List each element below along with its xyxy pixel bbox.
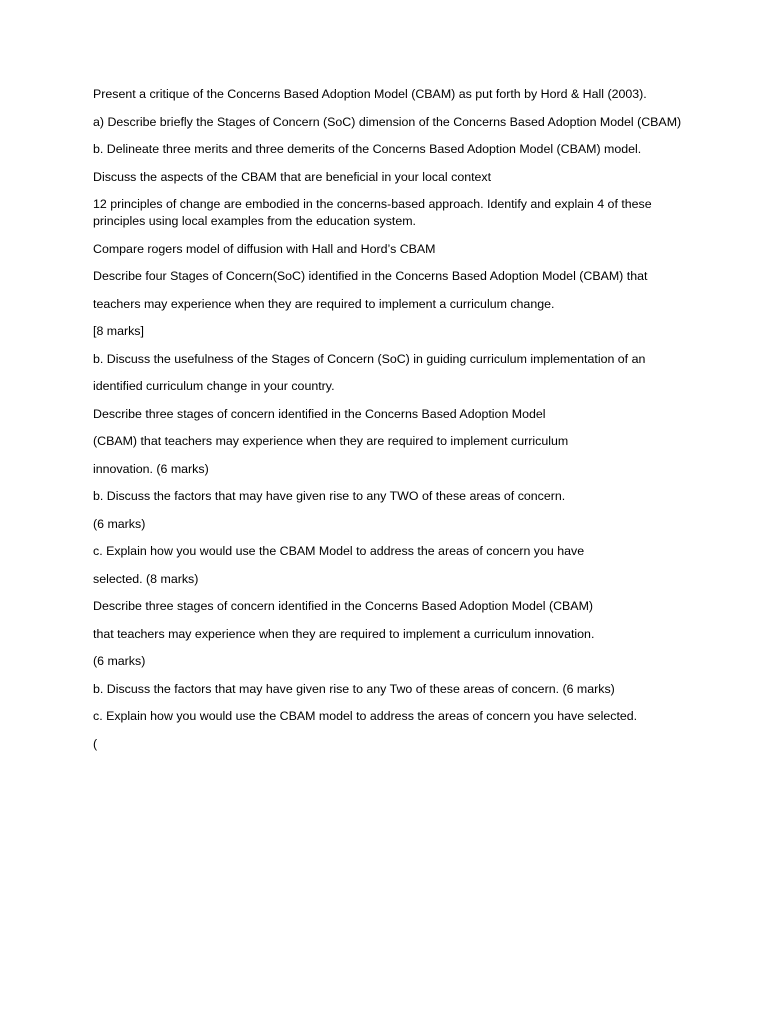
paragraph: b. Delineate three merits and three demerits of the Concerns Based Adoption Model (CBAM) model. bbox=[93, 142, 642, 156]
paragraph: Discuss the aspects of the CBAM that are beneficial in your local context bbox=[93, 169, 492, 184]
paragraph: Describe four Stages of Concern(SoC) identified in the Concerns Based Adoption Model (CBAM) that bbox=[93, 269, 648, 283]
paragraph: teachers may experience when they are required to implement a curriculum change. bbox=[93, 296, 555, 311]
document-body bbox=[93, 86, 693, 753]
paragraph: identified curriculum change in your country. bbox=[93, 379, 335, 393]
paragraph: (6 marks) bbox=[93, 516, 146, 531]
paragraph: a) Describe briefly the Stages of Concern (SoC) dimension of the Concerns Based Adoption Model (CBAM) bbox=[93, 114, 682, 129]
paragraph: Describe three stages of concern identified in the Concerns Based Adoption Model bbox=[93, 406, 546, 421]
paragraph: Present a critique of the Concerns Based Adoption Model (CBAM) as put forth by Hord & Hall (2003). bbox=[93, 87, 647, 101]
paragraph: b. Discuss the factors that may have given rise to any Two of these areas of concern. (6 marks) bbox=[93, 681, 615, 696]
paragraph: innovation. (6 marks) bbox=[93, 461, 209, 476]
paragraph: selected. (8 marks) bbox=[93, 571, 199, 586]
paragraph: that teachers may experience when they are required to implement a curriculum innovation. bbox=[93, 626, 595, 641]
paragraph: c. Explain how you would use the CBAM Model to address the areas of concern you have bbox=[93, 544, 585, 558]
paragraph: Compare rogers model of diffusion with Hall and Hord’s CBAM bbox=[93, 241, 436, 256]
paragraph: [8 marks] bbox=[93, 324, 144, 338]
paragraph: ( bbox=[93, 736, 98, 751]
paragraph: (CBAM) that teachers may experience when they are required to implement curriculum bbox=[93, 434, 569, 448]
paragraph: c. Explain how you would use the CBAM model to address the areas of concern you have selected. bbox=[93, 709, 638, 723]
paragraph: (6 marks) bbox=[93, 654, 146, 668]
paragraph: b. Discuss the usefulness of the Stages of Concern (SoC) in guiding curriculum implementation of an bbox=[93, 351, 646, 366]
paragraph: b. Discuss the factors that may have given rise to any TWO of these areas of concern. bbox=[93, 489, 566, 503]
paragraph: Describe three stages of concern identified in the Concerns Based Adoption Model (CBAM) bbox=[93, 599, 594, 613]
paragraph: 12 principles of change are embodied in the concerns-based approach. Identify and explain 4 of these principles using local examples from the education system. bbox=[93, 197, 652, 228]
